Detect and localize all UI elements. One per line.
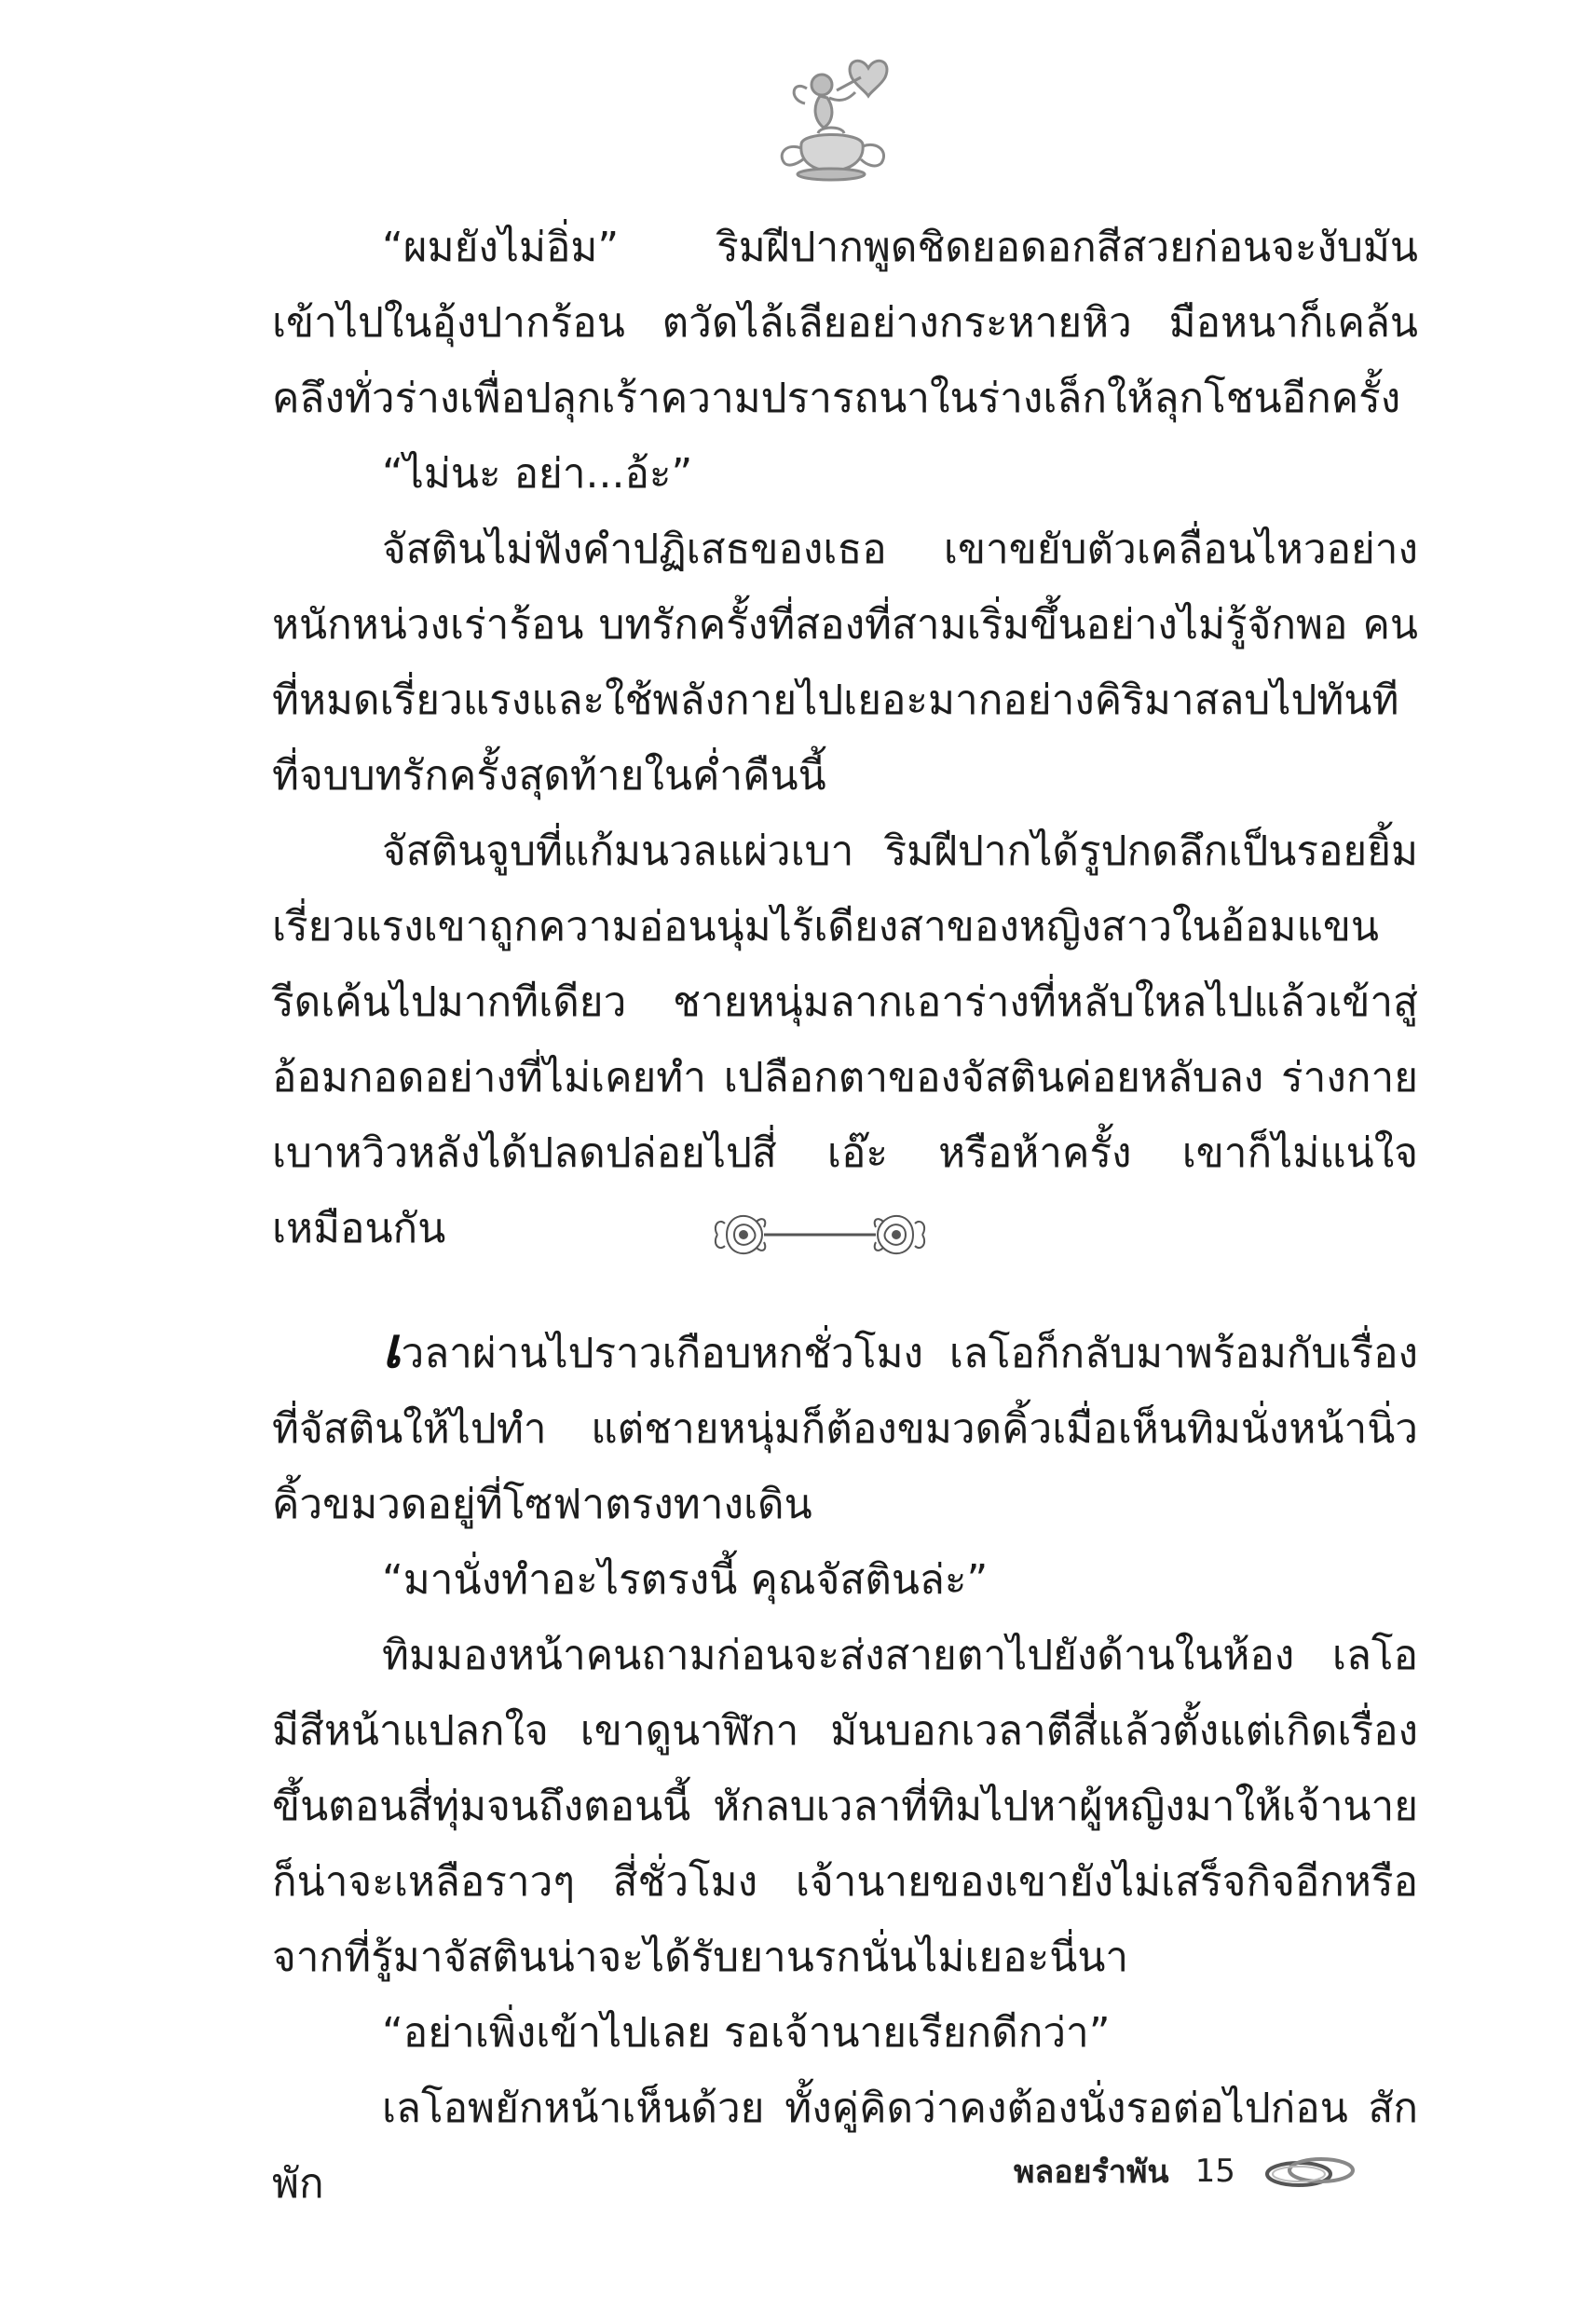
- text-block-2: [272, 1316, 1418, 2222]
- paragraph: [272, 1316, 1418, 1542]
- cupid-teapot-ornament-icon: [764, 51, 913, 191]
- book-title: พลอยรำพัน: [1014, 2154, 1169, 2191]
- paragraph: “ผมยังไม่อิ่ม” ริมฝีปากพูดชิดยอดอกสีสวยก่อนจะงับมันเข้าไปในอุ้งปากร้อน ตวัดไล้เลียอย่างกระหายหิว มือหนาก็เคล้นคลึงทั่วร่างเพื่อปลุกเร้าความปรารถนาในร่างเล็กให้ลุกโชนอีกครั้ง: [272, 224, 1418, 422]
- page-footer: [1014, 2143, 1362, 2199]
- paragraph: “อย่าเพิ่งเข้าไปเลย รอเจ้านายเรียกดีกว่า”: [382, 2009, 1111, 2057]
- paragraph: ทิมมองหน้าคนถามก่อนจะส่งสายตาไปยังด้านในห้อง เลโอมีสีหน้าแปลกใจ เขาดูนาฬิกา มันบอกเวลาตีสี่แล้วตั้งแต่เกิดเรื่องขึ้นตอนสี่ทุ่มจนถึงตอนนี้ หักลบเวลาที่ทิมไปหาผู้หญิงมาให้เจ้านายก็น่าจะเหลือราวๆ สี่ชั่วโมง เจ้านายของเขายังไม่เสร็จกิจอีกหรือ จากที่รู้มาจัสตินน่าจะได้รับยานรกนั่นไม่เยอะนี่นา: [272, 1632, 1418, 1981]
- page-number: 15: [1194, 2153, 1235, 2190]
- wedding-rings-icon: [1260, 2148, 1362, 2195]
- filigree-divider-icon: [708, 1197, 932, 1272]
- paragraph: “ไม่นะ อย่า...อ้ะ”: [382, 450, 693, 498]
- paragraph: จัสตินไม่ฟังคำปฏิเสธของเธอ เขาขยับตัวเคลื่อนไหวอย่างหนักหน่วงเร่าร้อน บทรักครั้งที่สองที่สามเริ่มขึ้นอย่างไม่รู้จักพอ คนที่หมดเรี่ยวแรงและใช้พลังกายไปเยอะมากอย่างคิริมาสลบไปทันทีที่จบบทรักครั้งสุดท้ายในค่ำคืนนี้: [272, 526, 1418, 800]
- text-block-1: [272, 210, 1418, 1266]
- paragraph-text: วลาผ่านไปราวเกือบหกชั่วโมง เลโอก็กลับมาพร้อมกับเรื่องที่จัสตินให้ไปทำ แต่ชายหนุ่มก็ต้องขมวดคิ้วเมื่อเห็นทิมนั่งหน้านิ่วคิ้วขมวดอยู่ที่โซฟาตรงทางเดิน: [272, 1330, 1418, 1528]
- paragraph: “มานั่งทำอะไรตรงนี้ คุณจัสตินล่ะ”: [382, 1556, 989, 1604]
- drop-cap: เ: [382, 1316, 402, 1381]
- paragraph: จัสตินจูบที่แก้มนวลแผ่วเบา ริมฝีปากได้รูปกดลึกเป็นรอยยิ้มเรี่ยวแรงเขาถูกความอ่อนนุ่มไร้เดียงสาของหญิงสาวในอ้อมแขนรีดเค้นไปมากทีเดียว ชายหนุ่มลากเอาร่างที่หลับใหลไปแล้วเข้าสู่อ้อมกอดอย่างที่ไม่เคยทำ เปลือกตาของจัสตินค่อยหลับลง ร่างกายเบาหวิวหลังได้ปลดปล่อยไปสี่ เอ๊ะ หรือห้าครั้ง เขาก็ไม่แน่ใจเหมือนกัน: [272, 827, 1418, 1252]
- paragraph: เลโอพยักหน้าเห็นด้วย ทั้งคู่คิดว่าคงต้องนั่งรอต่อไปก่อน สักพัก: [272, 2085, 1418, 2208]
